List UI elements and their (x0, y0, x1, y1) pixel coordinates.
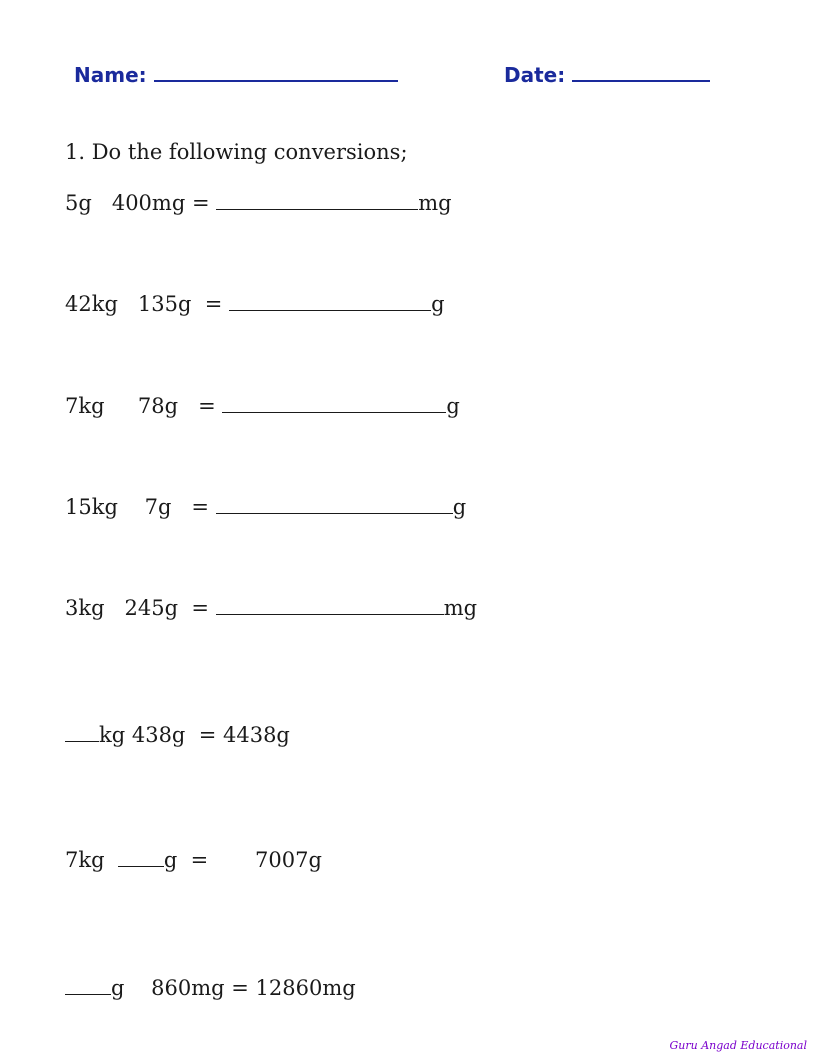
problem-3-unit: g (446, 394, 460, 418)
problem-2-unit: g (431, 292, 445, 316)
problem-5-blank[interactable] (216, 596, 444, 615)
problem-4-left: 15kg 7g = (65, 495, 216, 519)
problem-3-blank[interactable] (222, 394, 446, 413)
problem-4-unit: g (452, 495, 467, 519)
problem-7 (65, 848, 322, 872)
date-label: Date: (504, 63, 566, 87)
problem-2-blank[interactable] (229, 292, 431, 311)
problem-1-blank[interactable] (216, 191, 418, 210)
footer-credit: Guru Angad Educational (669, 1039, 807, 1052)
name-blank[interactable] (154, 62, 398, 82)
problem-3 (65, 394, 460, 418)
problem-6-blank[interactable] (65, 723, 99, 742)
problem-1-unit: mg (418, 191, 452, 215)
problem-4 (65, 495, 466, 519)
problem-3-left: 7kg 78g = (65, 394, 223, 418)
name-field (74, 62, 398, 87)
date-field (504, 62, 710, 87)
problem-2-left: 42kg 135g = (65, 292, 230, 316)
problem-6-right: kg 438g = 4438g (99, 723, 290, 747)
problem-6 (65, 723, 290, 747)
problem-1-left: 5g 400mg = (65, 191, 217, 215)
problem-8 (65, 976, 356, 1000)
problem-1 (65, 191, 452, 215)
problem-5 (65, 596, 477, 620)
problem-5-unit: mg (443, 596, 478, 620)
problem-5-left: 3kg 245g = (65, 596, 216, 620)
problem-8-blank[interactable] (65, 976, 111, 995)
problem-7-right: g = 7007g (163, 848, 322, 872)
problem-2 (65, 292, 445, 316)
instruction: 1. Do the following conversions; (65, 140, 408, 164)
name-label: Name: (74, 63, 147, 87)
problem-7-left: 7kg (65, 848, 118, 872)
date-blank[interactable] (572, 62, 710, 82)
problem-8-right: g 860mg = 12860mg (111, 976, 356, 1000)
problem-4-blank[interactable] (216, 495, 453, 514)
problem-7-blank[interactable] (118, 848, 164, 867)
